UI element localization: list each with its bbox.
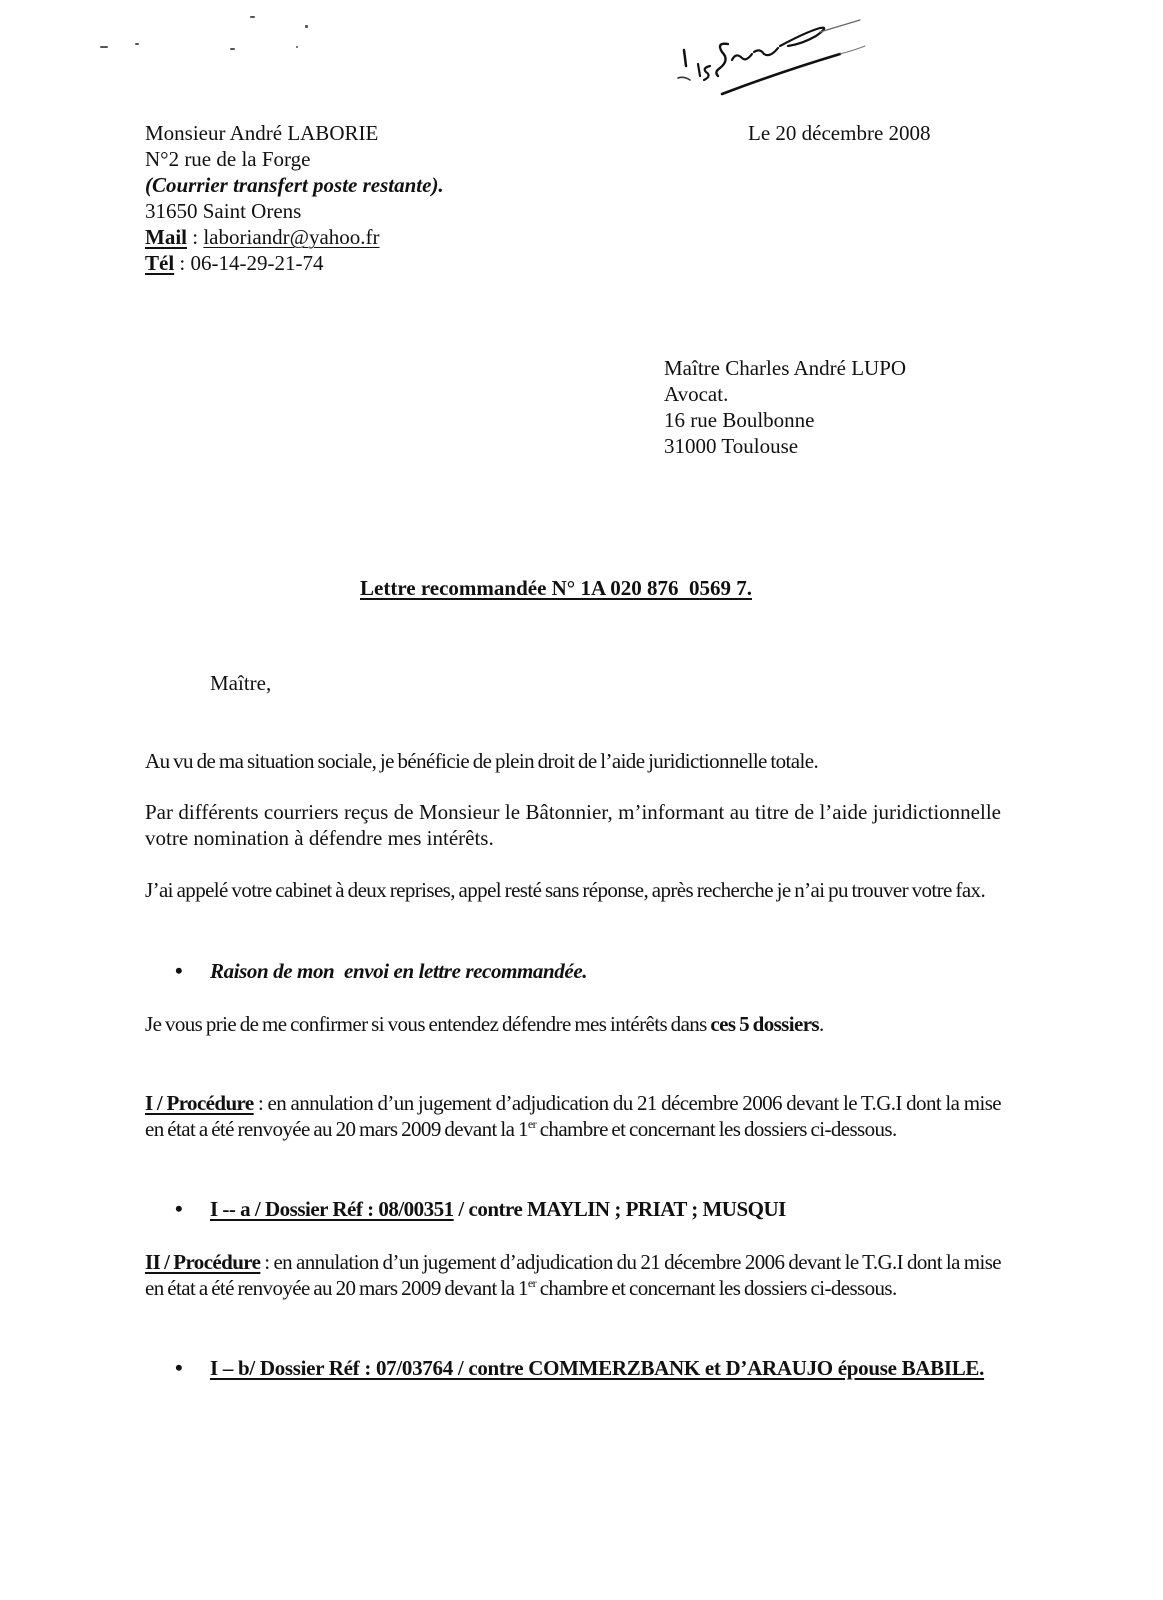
scan-speck [230,48,235,50]
mail-link[interactable]: laboriandr@yahoo.fr [203,225,380,249]
bullet-reason-text: Raison de mon envoi en lettre recommandée. [210,959,588,983]
procedure-2-sup: er [527,1276,537,1290]
dossier-2-ref: I – b/ Dossier Réf : 07/03764 / contre COMMERZBANK et D’ARAUJO épouse BABILE. [210,1356,985,1380]
scan-speck [250,16,255,18]
procedure-1-sup: er [527,1117,537,1131]
body-paragraph-3: J’ai appelé votre cabinet à deux reprises, appel resté sans réponse, après recherche je n’ai pu trouver votre fax. [145,878,986,902]
sender-block [145,120,444,276]
tel-sep: : [174,251,191,275]
sender-name: Monsieur André LABORIE [145,121,379,145]
recipient-title: Avocat. [664,382,729,406]
recipient-name: Maître Charles André LUPO [664,356,907,380]
scan-speck [100,46,108,48]
procedure-2-label: II / Procédure [145,1250,261,1274]
mail-label: Mail [145,225,187,249]
dossier-2 [175,1355,1005,1381]
salutation: Maître, [210,671,272,695]
tel-value: 06-14-29-21-74 [190,251,324,275]
sender-address: N°2 rue de la Forge [145,147,311,171]
letter-date: Le 20 décembre 2008 [748,121,931,145]
sender-note: (Courrier transfert poste restante). [145,173,444,197]
sender-city: 31650 Saint Orens [145,199,302,223]
p4-bold: ces 5 dossiers [710,1012,820,1036]
recipient-city: 31000 Toulouse [664,434,799,458]
p4-start: Je vous prie de me confirmer si vous entendez défendre mes intérêts dans [145,1012,711,1036]
procedure-2 [145,1249,1001,1301]
bullet-icon: • [175,1355,183,1380]
scan-speck [305,25,308,28]
procedure-2-text-a: : en annulation d’un jugement d’adjudication du 21 décembre 2006 devant le T.G.I dont la mise en état a été renvoyée au 20 mars 2009 devant la 1 [145,1250,1001,1300]
dossier-1-ref: I -- a / Dossier Réf : 08/00351 [210,1197,454,1221]
bullet-reason [175,958,1005,984]
sender-tel-row [145,250,444,276]
sender-mail-row [145,224,444,250]
dossier-1-parties: / contre MAYLIN ; PRIAT ; MUSQUI [453,1197,786,1221]
procedure-1-text-b: chambre et concernant les dossiers ci-dessous. [536,1117,897,1141]
body-paragraph-4 [145,1011,1001,1037]
recipient-street: 16 rue Boulbonne [664,408,815,432]
scan-speck [135,43,139,45]
p4-end: . [819,1012,824,1036]
mail-sep: : [187,225,204,249]
body-paragraph-1: Au vu de ma situation sociale, je bénéficie de plein droit de l’aide juridictionnelle totale. [145,749,819,773]
procedure-1-label: I / Procédure [145,1091,254,1115]
dossier-1 [175,1196,1005,1222]
recipient-block [664,355,906,459]
body-paragraph-2: Par différents courriers reçus de Monsieur le Bâtonnier, m’informant au titre de l’aide juridictionnelle votre nomination à défendre mes intérêts. [145,800,1001,850]
handwritten-signature-icon [670,10,870,100]
letter-subject: Lettre recommandée N° 1A 020 876 0569 7. [360,576,752,600]
procedure-1 [145,1090,1001,1142]
tel-label: Tél [145,251,175,275]
procedure-1-text-a: : en annulation d’un jugement d’adjudication du 21 décembre 2006 devant le T.G.I dont la mise en état a été renvoyée au 20 mars 2009 devant la 1 [145,1091,1001,1141]
procedure-2-text-b: chambre et concernant les dossiers ci-dessous. [536,1276,897,1300]
bullet-icon: • [175,1196,183,1221]
scan-speck [296,46,298,48]
bullet-icon: • [175,958,183,983]
